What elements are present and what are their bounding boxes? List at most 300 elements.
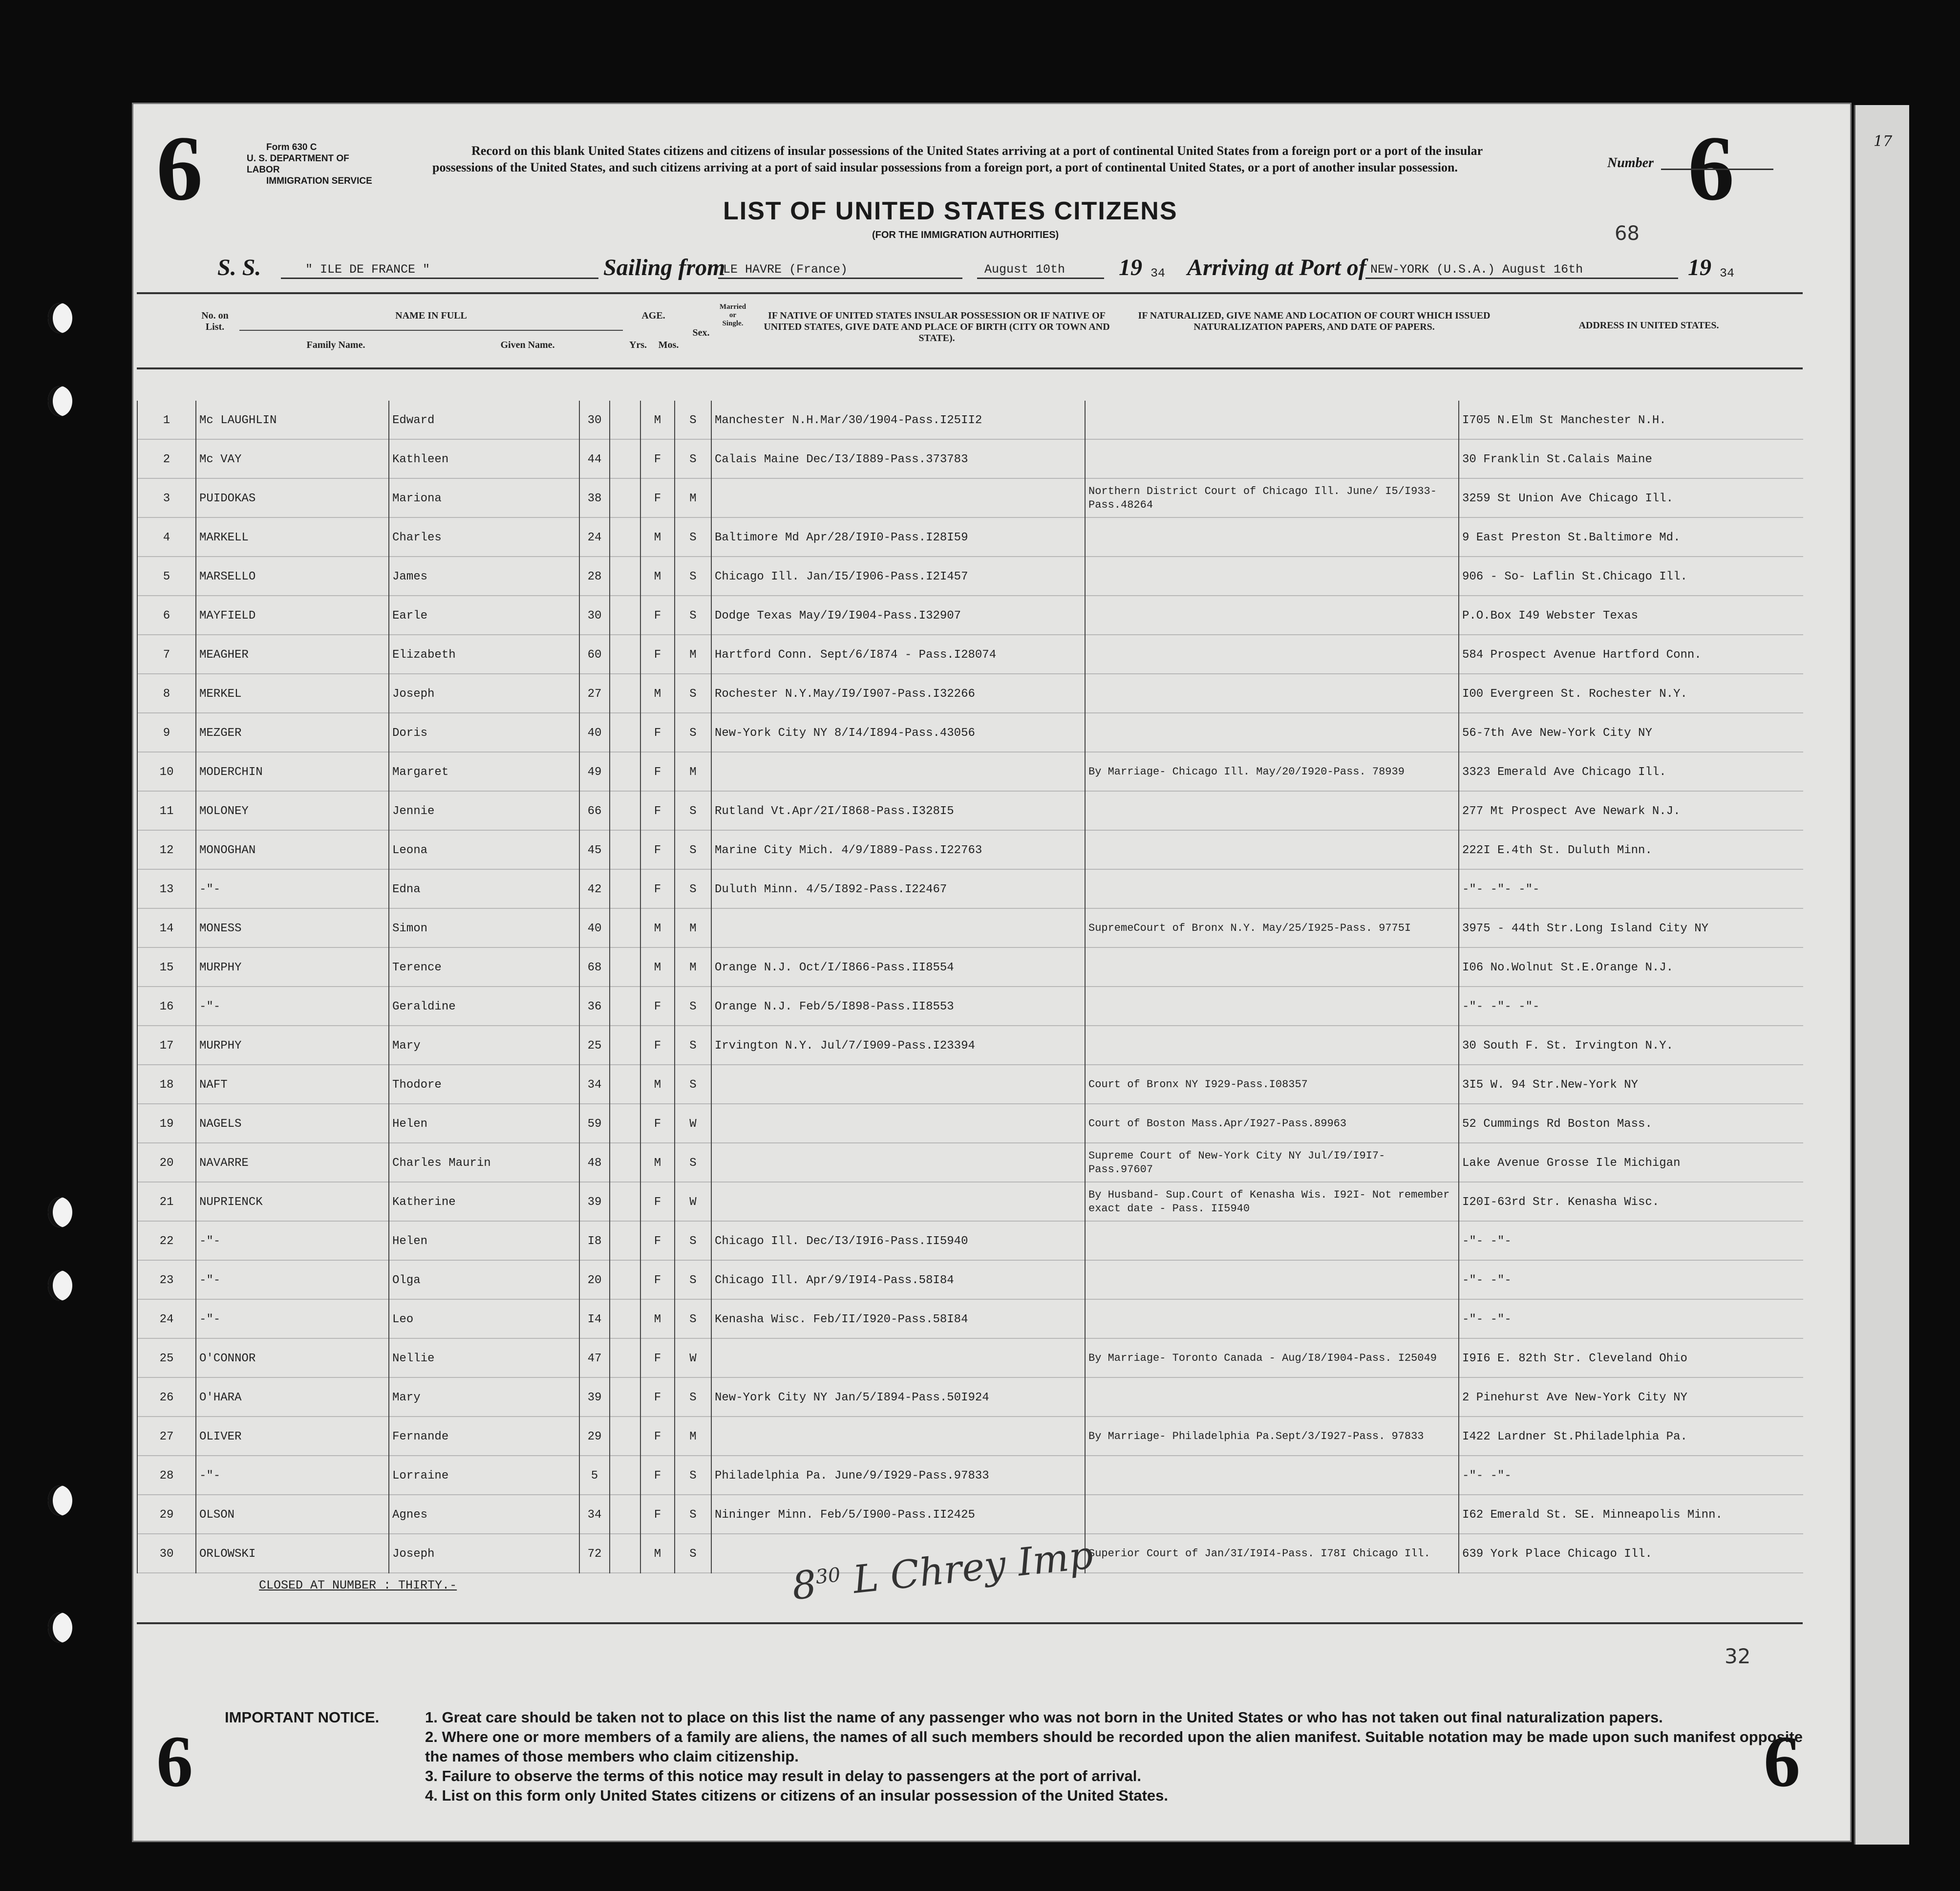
given-name: Simon	[389, 909, 579, 948]
birth-place-date: Chicago Ill. Dec/I3/I9I6-Pass.II5940	[711, 1222, 1085, 1261]
table-row	[137, 1339, 1803, 1378]
family-name: O'CONNOR	[196, 1339, 389, 1378]
adjacent-page-edge	[1854, 105, 1909, 1845]
naturalization	[1085, 1026, 1459, 1065]
row-number: 12	[137, 831, 196, 870]
arrival-line	[1365, 278, 1678, 279]
marital-status: S	[675, 518, 711, 557]
department: U. S. DEPARTMENT OF LABOR	[247, 153, 349, 175]
naturalization	[1085, 870, 1459, 909]
sex: F	[640, 831, 675, 870]
sex: M	[640, 1534, 675, 1573]
sex: M	[640, 557, 675, 596]
birth-place-date: Marine City Mich. 4/9/I889-Pass.I22763	[711, 831, 1085, 870]
family-name: MAYFIELD	[196, 596, 389, 635]
given-name: Thodore	[389, 1065, 579, 1104]
us-address: I422 Lardner St.Philadelphia Pa.	[1459, 1417, 1803, 1456]
family-name: -"-	[196, 1261, 389, 1300]
us-address: -"- -"-	[1459, 1456, 1803, 1495]
year-prefix: 19	[1119, 255, 1142, 280]
marital-status: S	[675, 1026, 711, 1065]
table-row	[137, 401, 1803, 440]
row-number: 18	[137, 1065, 196, 1104]
age-years: 25	[579, 1026, 610, 1065]
birth-place-date	[711, 1182, 1085, 1222]
family-name: PUIDOKAS	[196, 479, 389, 518]
age-months	[610, 909, 640, 948]
age-months	[610, 792, 640, 831]
naturalization	[1085, 596, 1459, 635]
given-name: Jennie	[389, 792, 579, 831]
sex: F	[640, 1456, 675, 1495]
family-name: MARSELLO	[196, 557, 389, 596]
birth-place-date: Kenasha Wisc. Feb/II/I920-Pass.58I84	[711, 1300, 1085, 1339]
us-address: -"- -"- -"-	[1459, 870, 1803, 909]
naturalization	[1085, 518, 1459, 557]
header-no-on-list: No. on List.	[201, 310, 229, 332]
table-row	[137, 440, 1803, 479]
marital-status: S	[675, 401, 711, 440]
age-years: I8	[579, 1222, 610, 1261]
us-address: 584 Prospect Avenue Hartford Conn.	[1459, 635, 1803, 674]
row-number: 30	[137, 1534, 196, 1573]
given-name: James	[389, 557, 579, 596]
marital-status: S	[675, 1222, 711, 1261]
row-number: 15	[137, 948, 196, 987]
sailing-port: LE HAVRE (France)	[723, 262, 848, 277]
birth-place-date: Philadelphia Pa. June/9/I929-Pass.97833	[711, 1456, 1085, 1495]
table-row	[137, 1261, 1803, 1300]
table-row	[137, 792, 1803, 831]
family-name: MONESS	[196, 909, 389, 948]
family-name: Mc VAY	[196, 440, 389, 479]
naturalization	[1085, 831, 1459, 870]
age-months	[610, 596, 640, 635]
age-years: I4	[579, 1300, 610, 1339]
age-months	[610, 1182, 640, 1222]
marital-status: M	[675, 1417, 711, 1456]
arrival-port: NEW-YORK (U.S.A.) August 16th	[1370, 262, 1583, 277]
table-row	[137, 1026, 1803, 1065]
notice-item-2: 2. Where one or more members of a family are aliens, the names of all such members should be recorded upon the alien manifest. Suitable notation may be made upon such manifest opposite the names of those members who claim citizenship.	[425, 1728, 1803, 1765]
us-address: I705 N.Elm St Manchester N.H.	[1459, 401, 1803, 440]
given-name: Charles	[389, 518, 579, 557]
given-name: Joseph	[389, 1534, 579, 1573]
form-intro-text: Record on this blank United States citizens and citizens of insular possessions of the United States arriving at a port of continental United States from a foreign port or a port of the insular possessions of the United States, and such citizens arriving at a port of said insular possessions from a foreign port, a port of continental United States, or a port of another insular possession.	[432, 144, 1483, 174]
sex: F	[640, 440, 675, 479]
corner-number-top-left: 6	[156, 117, 203, 220]
age-years: 34	[579, 1495, 610, 1534]
birth-place-date: Nininger Minn. Feb/5/I900-Pass.II2425	[711, 1495, 1085, 1534]
age-months	[610, 440, 640, 479]
us-address: 3975 - 44th Str.Long Island City NY	[1459, 909, 1803, 948]
table-row	[137, 909, 1803, 948]
marital-status: W	[675, 1104, 711, 1143]
table-row	[137, 1104, 1803, 1143]
corner-number-bottom-left: 6	[156, 1721, 193, 1802]
table-row	[137, 987, 1803, 1026]
row-number: 5	[137, 557, 196, 596]
naturalization	[1085, 1300, 1459, 1339]
family-name: NAFT	[196, 1065, 389, 1104]
age-months	[610, 1417, 640, 1456]
birth-place-date: New-York City NY 8/I4/I894-Pass.43056	[711, 713, 1085, 752]
form-number: Form 630 C	[266, 142, 317, 152]
marital-status: S	[675, 674, 711, 713]
row-number: 25	[137, 1339, 196, 1378]
us-address: I62 Emerald St. SE. Minneapolis Minn.	[1459, 1495, 1803, 1534]
age-years: 40	[579, 909, 610, 948]
sex: M	[640, 1143, 675, 1182]
us-address: -"- -"-	[1459, 1300, 1803, 1339]
row-number: 7	[137, 635, 196, 674]
given-name: Olga	[389, 1261, 579, 1300]
given-name: Edna	[389, 870, 579, 909]
table-row	[137, 1417, 1803, 1456]
us-address: 52 Cummings Rd Boston Mass.	[1459, 1104, 1803, 1143]
table-row	[137, 870, 1803, 909]
year-prefix-2: 19	[1688, 255, 1711, 280]
birth-place-date: Chicago Ill. Apr/9/I9I4-Pass.58I84	[711, 1261, 1085, 1300]
family-name: MURPHY	[196, 948, 389, 987]
marital-status: S	[675, 440, 711, 479]
given-name: Mary	[389, 1378, 579, 1417]
family-name: MARKELL	[196, 518, 389, 557]
age-years: 36	[579, 987, 610, 1026]
marital-status: S	[675, 1065, 711, 1104]
marital-status: S	[675, 1143, 711, 1182]
birth-place-date: Irvington N.Y. Jul/7/I909-Pass.I23394	[711, 1026, 1085, 1065]
age-months	[610, 1026, 640, 1065]
given-name: Terence	[389, 948, 579, 987]
row-number: 3	[137, 479, 196, 518]
naturalization: By Husband- Sup.Court of Kenasha Wis. I92I- Not remember exact date - Pass. II5940	[1085, 1182, 1459, 1222]
naturalization	[1085, 1495, 1459, 1534]
sailing-label: Sailing from	[603, 255, 725, 280]
naturalization	[1085, 987, 1459, 1026]
sex: F	[640, 987, 675, 1026]
naturalization	[1085, 713, 1459, 752]
age-months	[610, 401, 640, 440]
birth-place-date	[711, 909, 1085, 948]
row-number: 21	[137, 1182, 196, 1222]
naturalization	[1085, 674, 1459, 713]
sex: F	[640, 1026, 675, 1065]
naturalization	[1085, 1378, 1459, 1417]
sex: M	[640, 401, 675, 440]
sailing-port-line	[718, 278, 962, 279]
sex: F	[640, 479, 675, 518]
naturalization: Northern District Court of Chicago Ill. June/ I5/I933-Pass.48264	[1085, 479, 1459, 518]
given-name: Kathleen	[389, 440, 579, 479]
naturalization: SupremeCourt of Bronx N.Y. May/25/I925-Pass. 9775I	[1085, 909, 1459, 948]
table-row	[137, 948, 1803, 987]
marital-status: M	[675, 635, 711, 674]
us-address: 3323 Emerald Ave Chicago Ill.	[1459, 752, 1803, 792]
age-months	[610, 1456, 640, 1495]
age-years: 27	[579, 674, 610, 713]
naturalization: Superior Court of Jan/3I/I9I4-Pass. I78I Chicago Ill.	[1085, 1534, 1459, 1573]
age-months	[610, 948, 640, 987]
naturalization	[1085, 1261, 1459, 1300]
service: IMMIGRATION SERVICE	[266, 176, 372, 186]
age-months	[610, 870, 640, 909]
us-address: -"- -"-	[1459, 1261, 1803, 1300]
sex: F	[640, 870, 675, 909]
page-number: 32	[1725, 1644, 1751, 1668]
age-months	[610, 1339, 640, 1378]
passenger-table	[137, 401, 1803, 1573]
header-given-name: Given Name.	[500, 340, 555, 350]
age-months	[610, 1143, 640, 1182]
sex: M	[640, 1065, 675, 1104]
age-months	[610, 1495, 640, 1534]
sex: F	[640, 1222, 675, 1261]
sex: M	[640, 518, 675, 557]
family-name: Mc LAUGHLIN	[196, 401, 389, 440]
row-number: 9	[137, 713, 196, 752]
us-address: 277 Mt Prospect Ave Newark N.J.	[1459, 792, 1803, 831]
age-years: 44	[579, 440, 610, 479]
given-name: Leo	[389, 1300, 579, 1339]
row-number: 29	[137, 1495, 196, 1534]
age-years: 59	[579, 1104, 610, 1143]
family-name: OLIVER	[196, 1417, 389, 1456]
age-months	[610, 674, 640, 713]
header-address: ADDRESS IN UNITED STATES.	[1578, 320, 1719, 331]
us-address: 9 East Preston St.Baltimore Md.	[1459, 518, 1803, 557]
age-months	[610, 557, 640, 596]
marital-status: S	[675, 987, 711, 1026]
ship-name: " ILE DE FRANCE "	[305, 262, 430, 277]
birth-place-date: Dodge Texas May/I9/I904-Pass.I32907	[711, 596, 1085, 635]
age-years: 30	[579, 401, 610, 440]
age-months	[610, 713, 640, 752]
age-months	[610, 479, 640, 518]
naturalization	[1085, 792, 1459, 831]
sex: F	[640, 1182, 675, 1222]
us-address: 222I E.4th St. Duluth Minn.	[1459, 831, 1803, 870]
table-row	[137, 713, 1803, 752]
us-address: 639 York Place Chicago Ill.	[1459, 1534, 1803, 1573]
ss-label: S. S.	[217, 255, 261, 280]
notice-item-1: 1. Great care should be taken not to place on this list the name of any passenger who was not born in the United States or who has not taken out final naturalization papers.	[425, 1709, 1663, 1726]
row-number: 16	[137, 987, 196, 1026]
age-years: 45	[579, 831, 610, 870]
birth-place-date	[711, 479, 1085, 518]
family-name: O'HARA	[196, 1378, 389, 1417]
age-months	[610, 518, 640, 557]
row-number: 8	[137, 674, 196, 713]
header-sex: Sex.	[692, 327, 710, 338]
us-address: P.O.Box I49 Webster Texas	[1459, 596, 1803, 635]
family-name: MURPHY	[196, 1026, 389, 1065]
family-name: MEAGHER	[196, 635, 389, 674]
birth-place-date: Baltimore Md Apr/28/I9I0-Pass.I28I59	[711, 518, 1085, 557]
us-address: I20I-63rd Str. Kenasha Wisc.	[1459, 1182, 1803, 1222]
header-native: IF NATIVE OF UNITED STATES INSULAR POSSESSION OR IF NATIVE OF UNITED STATES, GIVE DATE AND PLACE OF BIRTH (CITY OR TOWN AND STATE).	[764, 310, 1110, 344]
sex: M	[640, 948, 675, 987]
family-name: -"-	[196, 1456, 389, 1495]
given-name: Mariona	[389, 479, 579, 518]
given-name: Margaret	[389, 752, 579, 792]
given-name: Doris	[389, 713, 579, 752]
table-row	[137, 1222, 1803, 1261]
table-row	[137, 1456, 1803, 1495]
table-row	[137, 752, 1803, 792]
row-number: 27	[137, 1417, 196, 1456]
table-row	[137, 674, 1803, 713]
row-number: 14	[137, 909, 196, 948]
given-name: Leona	[389, 831, 579, 870]
number-line	[1661, 169, 1773, 170]
family-name: NAVARRE	[196, 1143, 389, 1182]
marital-status: S	[675, 1456, 711, 1495]
marital-status: S	[675, 1261, 711, 1300]
row-number: 6	[137, 596, 196, 635]
row-number: 2	[137, 440, 196, 479]
row-number: 11	[137, 792, 196, 831]
arriving-label: Arriving at Port of	[1187, 255, 1366, 280]
form-id	[247, 142, 374, 187]
us-address: 30 South F. St. Irvington N.Y.	[1459, 1026, 1803, 1065]
corner-number-bottom-right: 6	[1764, 1721, 1800, 1802]
table-row	[137, 1495, 1803, 1534]
birth-place-date: Rutland Vt.Apr/2I/I868-Pass.I328I5	[711, 792, 1085, 831]
age-years: 29	[579, 1417, 610, 1456]
us-address: 30 Franklin St.Calais Maine	[1459, 440, 1803, 479]
us-address: 3I5 W. 94 Str.New-York NY	[1459, 1065, 1803, 1104]
given-name: Charles Maurin	[389, 1143, 579, 1182]
closing-note: CLOSED AT NUMBER : THIRTY.-	[259, 1578, 457, 1592]
row-number: 4	[137, 518, 196, 557]
handwritten-number: 68	[1615, 222, 1640, 245]
age-months	[610, 1222, 640, 1261]
given-name: Nellie	[389, 1339, 579, 1378]
naturalization: Supreme Court of New-York City NY Jul/I9/I9I7- Pass.97607	[1085, 1143, 1459, 1182]
officer-signature: $8^{30}$ L Chrey Imp	[789, 1533, 1095, 1609]
naturalization	[1085, 440, 1459, 479]
given-name: Fernande	[389, 1417, 579, 1456]
table-row	[137, 1182, 1803, 1222]
naturalization	[1085, 557, 1459, 596]
corner-number-top-right: 6	[1688, 117, 1734, 220]
given-name: Elizabeth	[389, 635, 579, 674]
given-name: Helen	[389, 1222, 579, 1261]
marital-status: S	[675, 1495, 711, 1534]
binder-hole	[48, 303, 72, 333]
sex: F	[640, 752, 675, 792]
row-number: 17	[137, 1026, 196, 1065]
age-years: 20	[579, 1261, 610, 1300]
birth-place-date: Chicago Ill. Jan/I5/I906-Pass.I2I457	[711, 557, 1085, 596]
marital-status: S	[675, 713, 711, 752]
year-suffix-2: 34	[1720, 266, 1735, 280]
age-months	[610, 1378, 640, 1417]
sex: M	[640, 909, 675, 948]
given-name: Geraldine	[389, 987, 579, 1026]
row-number: 26	[137, 1378, 196, 1417]
table-row	[137, 1143, 1803, 1182]
header-mos: Mos.	[658, 340, 679, 350]
family-name: MEZGER	[196, 713, 389, 752]
binder-hole	[48, 1485, 72, 1516]
us-address: Lake Avenue Grosse Ile Michigan	[1459, 1143, 1803, 1182]
marital-status: M	[675, 752, 711, 792]
table-row	[137, 1300, 1803, 1339]
birth-place-date	[711, 1339, 1085, 1378]
age-years: 34	[579, 1065, 610, 1104]
us-address: 3259 St Union Ave Chicago Ill.	[1459, 479, 1803, 518]
header-name-divider	[239, 330, 623, 331]
header-yrs: Yrs.	[629, 340, 647, 350]
age-years: 5	[579, 1456, 610, 1495]
family-name: -"-	[196, 1300, 389, 1339]
family-name: MONOGHAN	[196, 831, 389, 870]
us-address: I06 No.Wolnut St.E.Orange N.J.	[1459, 948, 1803, 987]
age-years: 39	[579, 1378, 610, 1417]
family-name: MODERCHIN	[196, 752, 389, 792]
birth-place-date	[711, 1104, 1085, 1143]
us-address: I00 Evergreen St. Rochester N.Y.	[1459, 674, 1803, 713]
naturalization	[1085, 1222, 1459, 1261]
naturalization	[1085, 401, 1459, 440]
notice-item-3: 3. Failure to observe the terms of this notice may result in delay to passengers at the port of arrival.	[425, 1767, 1142, 1784]
row-number: 28	[137, 1456, 196, 1495]
naturalization: Court of Bronx NY I929-Pass.I08357	[1085, 1065, 1459, 1104]
given-name: Earle	[389, 596, 579, 635]
sex: F	[640, 596, 675, 635]
naturalization: By Marriage- Toronto Canada - Aug/I8/I904-Pass. I25049	[1085, 1339, 1459, 1378]
row-number: 19	[137, 1104, 196, 1143]
given-name: Katherine	[389, 1182, 579, 1222]
number-label: Number	[1607, 155, 1654, 171]
marital-status: M	[675, 909, 711, 948]
sex: F	[640, 1417, 675, 1456]
page-title: LIST OF UNITED STATES CITIZENS	[723, 197, 1178, 225]
birth-place-date	[711, 1143, 1085, 1182]
family-name: NAGELS	[196, 1104, 389, 1143]
age-years: 28	[579, 557, 610, 596]
table-row	[137, 479, 1803, 518]
age-months	[610, 752, 640, 792]
binder-hole	[48, 1270, 72, 1301]
birth-place-date: Calais Maine Dec/I3/I889-Pass.373783	[711, 440, 1085, 479]
age-years: 39	[579, 1182, 610, 1222]
row-number: 20	[137, 1143, 196, 1182]
age-years: 48	[579, 1143, 610, 1182]
age-years: 30	[579, 596, 610, 635]
marital-status: S	[675, 1534, 711, 1573]
naturalization	[1085, 635, 1459, 674]
table-row	[137, 1065, 1803, 1104]
birth-place-date: Orange N.J. Feb/5/I898-Pass.II8553	[711, 987, 1085, 1026]
birth-place-date	[711, 752, 1085, 792]
table-row	[137, 518, 1803, 557]
family-name: OLSON	[196, 1495, 389, 1534]
sex: F	[640, 635, 675, 674]
family-name: MERKEL	[196, 674, 389, 713]
row-number: 1	[137, 401, 196, 440]
age-months	[610, 1065, 640, 1104]
given-name: Agnes	[389, 1495, 579, 1534]
given-name: Mary	[389, 1026, 579, 1065]
row-number: 13	[137, 870, 196, 909]
sailing-date: August 10th	[984, 262, 1065, 277]
sex: F	[640, 1495, 675, 1534]
us-address: -"- -"- -"-	[1459, 987, 1803, 1026]
marital-status: S	[675, 870, 711, 909]
